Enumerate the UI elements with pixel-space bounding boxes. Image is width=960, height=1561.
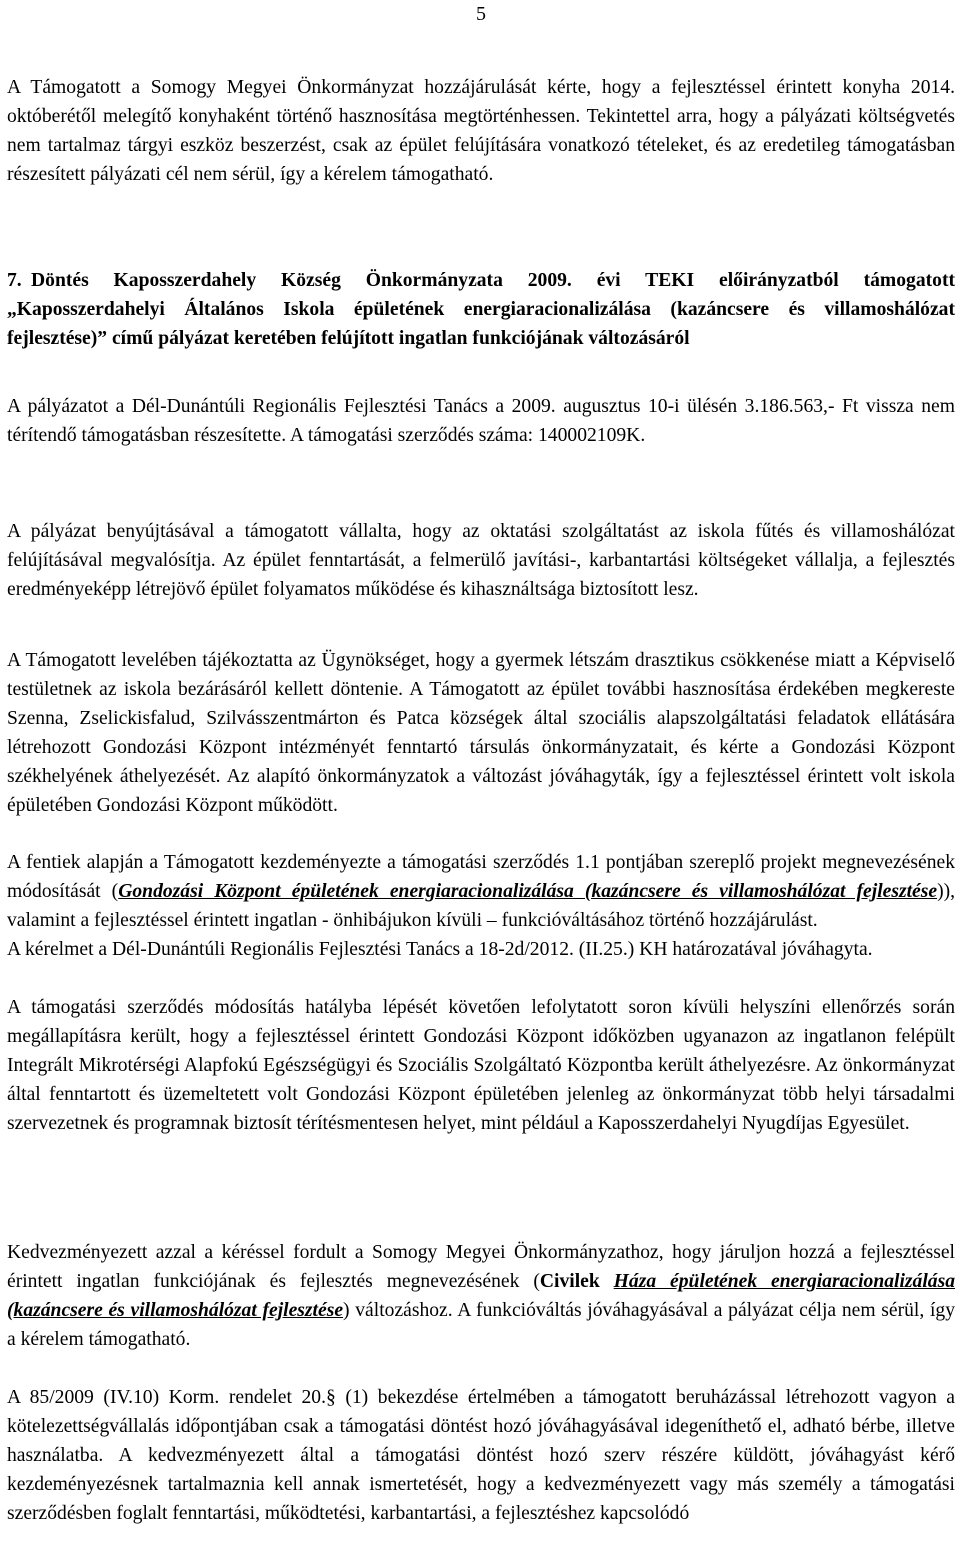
paragraph-approval: A kérelmet a Dél-Dunántúli Regionális Fejlesztési Tanács a 18-2d/2012. (II.25.) KH határozatával jóváhagyta. <box>7 939 873 960</box>
p7-bold-word: Civilek <box>539 1271 600 1293</box>
section-title: Döntés Kaposszerdahely Község Önkormányzata 2009. évi TEKI előirányzatból támogatott „Kaposszerdahelyi Általános Iskola épületének energiaracionalizálása (kazáncsere és villamoshálózat fejlesztése)” című pályázat keretében felújított ingatlan funkciójának változásáról <box>7 270 955 350</box>
paragraph-inspection: A támogatási szerződés módosítás hatályba lépését követően lefolytatott soron kívüli helyszíni ellenőrzés során megállapításra került, hogy a fejlesztéssel érintett Gondozási Központ időközben ugyanazon az ingatlanon felépült Integrált Mikrotérségi Alapfokú Egészségügyi és Szociális Szolgáltató Központba került áthelyezésre. Az önkormányzat által fenntartott és üzemeltetett volt Gondozási Központ épületében jelenleg az önkormányzat több helyi társadalmi szervezetnek és programnak biztosít térítésmentesen helyet, mint például a Kaposszerdahelyi Nyugdíjas Egyesület. <box>7 997 955 1135</box>
paragraph-request <box>7 1238 955 1354</box>
p7-text-after: ) változáshoz. A funkcióváltás jóváhagyásával a pályázat célja nem sérül, így a kérelem támogatható. <box>7 1300 955 1351</box>
section-number: 7. <box>7 270 22 291</box>
paragraph-commitment: A pályázat benyújtásával a támogatott vállalta, hogy az oktatási szolgáltatást az iskola fűtés és villamoshálózat felújításával megvalósítja. Az épület fenntartását, a felmerülő javítási-, karbantartási költségeket vállalja, a fejlesztés eredményeképp létrejövő épület folyamatos működése és kihasználtsága biztosított lesz. <box>7 521 955 601</box>
page-number: 5 <box>476 3 486 25</box>
p7-project-name: Háza épületének energiaracionalizálása (kazáncsere és villamoshálózat fejlesztése <box>7 1271 956 1322</box>
paragraph-name-change <box>7 848 955 935</box>
section-heading <box>7 266 955 353</box>
intro-paragraph: A Támogatott a Somogy Megyei Önkormányzat hozzájárulását kérte, hogy a fejlesztéssel érintett konyha 2014. októberétől melegítő konyhaként történő hasznosítása megtörténhessen. Tekintettel arra, hogy a pályázati költségvetés nem tartalmaz tárgyi eszköz beszerzést, csak az épület felújítására vonatkozó tételeket, és az eredetileg támogatásban részesített pályázati cél nem sérül, így a kérelem támogatható. <box>7 77 955 186</box>
p7-text-before: Kedvezményezett azzal a kéréssel fordult a Somogy Megyei Önkormányzathoz, hogy járuljon hozzá a fejlesztéssel érintett ingatlan funkciójának és fejlesztés megnevezésének ( <box>7 1242 955 1293</box>
paragraph-regulation: A 85/2009 (IV.10) Korm. rendelet 20.§ (1) bekezdése értelmében a támogatott beruházással létrehozott vagyon a kötelezettségvállalás időpontjában csak a támogatási döntést hozó jóváhagyásával idegeníthető el, adható bérbe, illetve használatba. A kedvezményezett által a támogatási döntést hozó szerv részére küldött, jóváhagyást kérő kezdeményezésnek tartalmaznia kell annak ismertetését, hogy a kedvezményezett vagy más személy a támogatási szerződésben foglalt fenntartási, működtetési, karbantartási, a fejlesztéshez kapcsolódó <box>7 1387 955 1525</box>
p4-project-name: Gondozási Központ épületének energiaracionalizálása (kazáncsere és villamoshálózat fejlesztése <box>118 881 938 903</box>
paragraph-school-closure: A Támogatott levelében tájékoztatta az Ügynökséget, hogy a gyermek létszám drasztikus csökkenése miatt a Képviselő testületnek az iskola bezárásáról kellett döntenie. A Támogatott az épület további hasznosítása érdekében megkereste Szenna, Zselickisfalud, Szilvásszentmárton és Patca községek által szociális alapszolgáltatási feladatok ellátására létrehozott Gondozási Központ intézményét fenntartó társulás önkormányzatait, és kérte a Gondozási Központ székhelyének áthelyezését. Az alapító önkormányzatok a változást jóváhagyták, így a fejlesztéssel érintett volt iskola épületében Gondozási Központ működött. <box>7 650 955 817</box>
p4-text-after: )), valamint a fejlesztéssel érintett ingatlan - önhibájukon kívüli – funkcióváltásához történő hozzájárulást. <box>7 881 956 932</box>
paragraph-grant-award: A pályázatot a Dél-Dunántúli Regionális Fejlesztési Tanács a 2009. augusztus 10-i ülésén 3.186.563,- Ft vissza nem térítendő támogatásban részesítette. A támogatási szerződés száma: 140002109K. <box>7 396 955 447</box>
p4-text-before: A fentiek alapján a Támogatott kezdeményezte a támogatási szerződés 1.1 pontjában szereplő projekt megnevezésének módosítását ( <box>7 852 955 903</box>
